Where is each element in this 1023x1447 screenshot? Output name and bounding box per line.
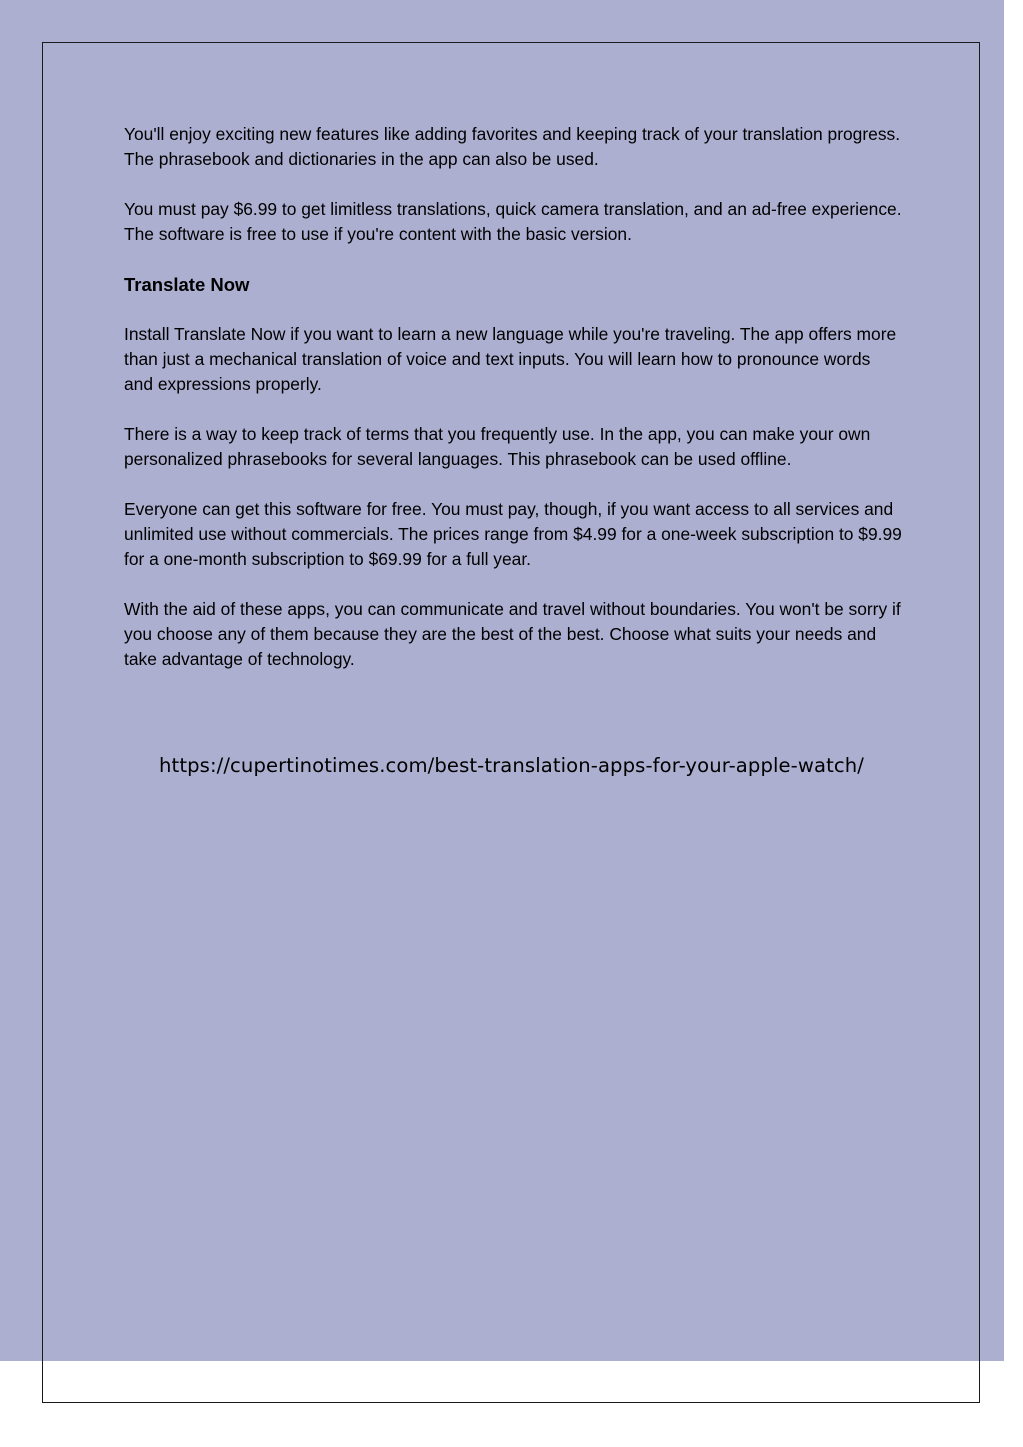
source-url-link[interactable]: https://cupertinotimes.com/best-translation-apps-for-your-apple-watch/ xyxy=(159,754,864,777)
paragraph-translate-now-intro: Install Translate Now if you want to learn a new language while you're traveling. The app offers more than just a mechanical translation of voice and text inputs. You will learn how to pronounce words and expressions properly. xyxy=(124,324,897,394)
paragraph-pricing-premium: You must pay $6.99 to get limitless translations, quick camera translation, and an ad-free experience. The software is free to use if you're content with the basic version. xyxy=(124,199,902,244)
paragraph-phrasebooks: There is a way to keep track of terms that you frequently use. In the app, you can make your own personalized phrasebooks for several languages. This phrasebook can be used offline. xyxy=(124,424,871,469)
paragraph-conclusion: With the aid of these apps, you can communicate and travel without boundaries. You won't be sorry if you choose any of them because they are the best of the best. Choose what suits your needs and take advantage of technology. xyxy=(124,599,901,669)
article-body xyxy=(124,122,904,697)
paragraph-favorites-features: You'll enjoy exciting new features like adding favorites and keeping track of your translation progress. The phrasebook and dictionaries in the app can also be used. xyxy=(124,124,901,169)
section-heading-translate-now: Translate Now xyxy=(124,274,250,295)
paragraph-subscription-prices: Everyone can get this software for free. You must pay, though, if you want access to all services and unlimited use without commercials. The prices range from $4.99 for a one-week subscription to $9.99 for a one-month subscription to $69.99 for a full year. xyxy=(124,499,902,569)
